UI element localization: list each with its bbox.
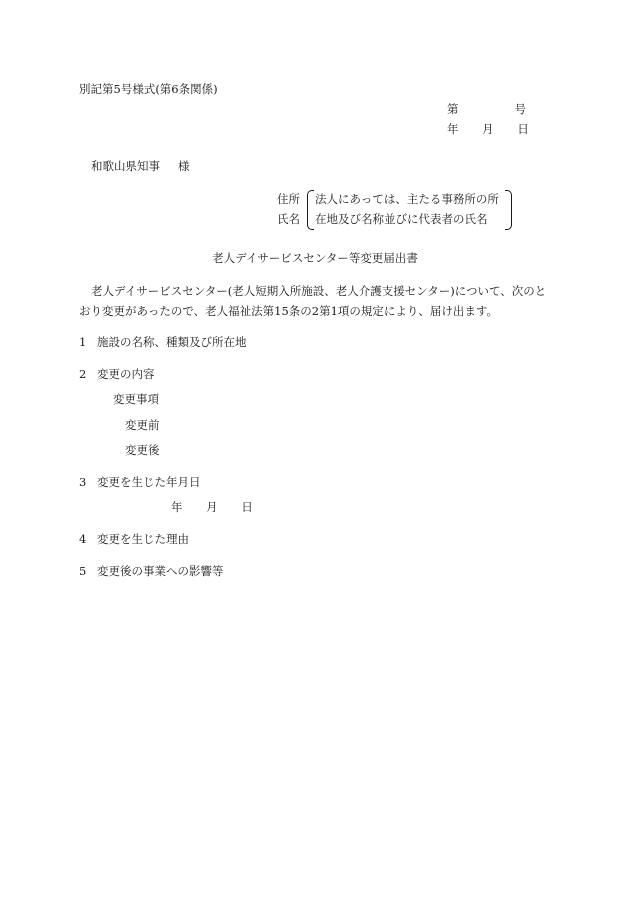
item-facility-info — [79, 334, 247, 350]
submission-date — [447, 121, 529, 137]
item-change-impact — [79, 563, 224, 579]
item-number: 5 — [79, 564, 87, 578]
applicant-note-line2: 在地及び名称並びに代表者の氏名 — [315, 212, 488, 226]
change-day: 日 — [241, 500, 253, 514]
form-label: 別記第5号様式(第6条関係) — [79, 82, 218, 96]
applicant-note-line1: 法人にあっては、主たる事務所の所 — [315, 192, 499, 206]
date-month: 月 — [482, 122, 494, 136]
left-bracket — [307, 190, 314, 230]
date-day: 日 — [517, 122, 529, 136]
address-label: 住所 — [277, 192, 300, 206]
change-year: 年 — [171, 500, 183, 514]
item-label: 変更後の事業への影響等 — [97, 564, 224, 578]
item-number: 3 — [79, 475, 87, 489]
addressee — [91, 158, 190, 174]
applicant-labels — [277, 189, 300, 229]
item-number: 4 — [79, 532, 87, 546]
document-body — [79, 281, 555, 321]
document-title: 老人デイサービスセンター等変更届出書 — [212, 251, 418, 265]
body-paragraph: 老人デイサービスセンター(老人短期入所施設、老人介護支援センター)について、次のとおり変更があったので、老人福祉法第15条の2第1項の規定により、届け出ます。 — [79, 284, 547, 318]
sub-change-before: 変更前 — [125, 418, 160, 432]
item-change-content — [79, 366, 155, 382]
sub-change-after: 変更後 — [125, 443, 160, 457]
name-label: 氏名 — [277, 212, 300, 226]
item-label: 変更の内容 — [97, 367, 155, 381]
item-label: 変更を生じた理由 — [97, 532, 189, 546]
sub-change-matter: 変更事項 — [113, 392, 159, 406]
item-change-date — [79, 474, 201, 490]
date-year: 年 — [447, 122, 459, 136]
addressee-honorific: 様 — [178, 159, 190, 173]
item-number: 1 — [79, 335, 87, 349]
item-change-reason — [79, 531, 189, 547]
change-month: 月 — [206, 500, 218, 514]
item-label: 変更を生じた年月日 — [97, 475, 201, 489]
change-date-fields — [171, 499, 253, 515]
number-suffix: 号 — [514, 102, 526, 116]
number-prefix: 第 — [447, 102, 459, 116]
document-number — [447, 101, 526, 117]
item-label: 施設の名称、種類及び所在地 — [97, 335, 247, 349]
addressee-name: 和歌山県知事 — [91, 159, 160, 173]
applicant-note — [315, 189, 499, 229]
item-number: 2 — [79, 367, 87, 381]
right-bracket — [505, 190, 512, 230]
